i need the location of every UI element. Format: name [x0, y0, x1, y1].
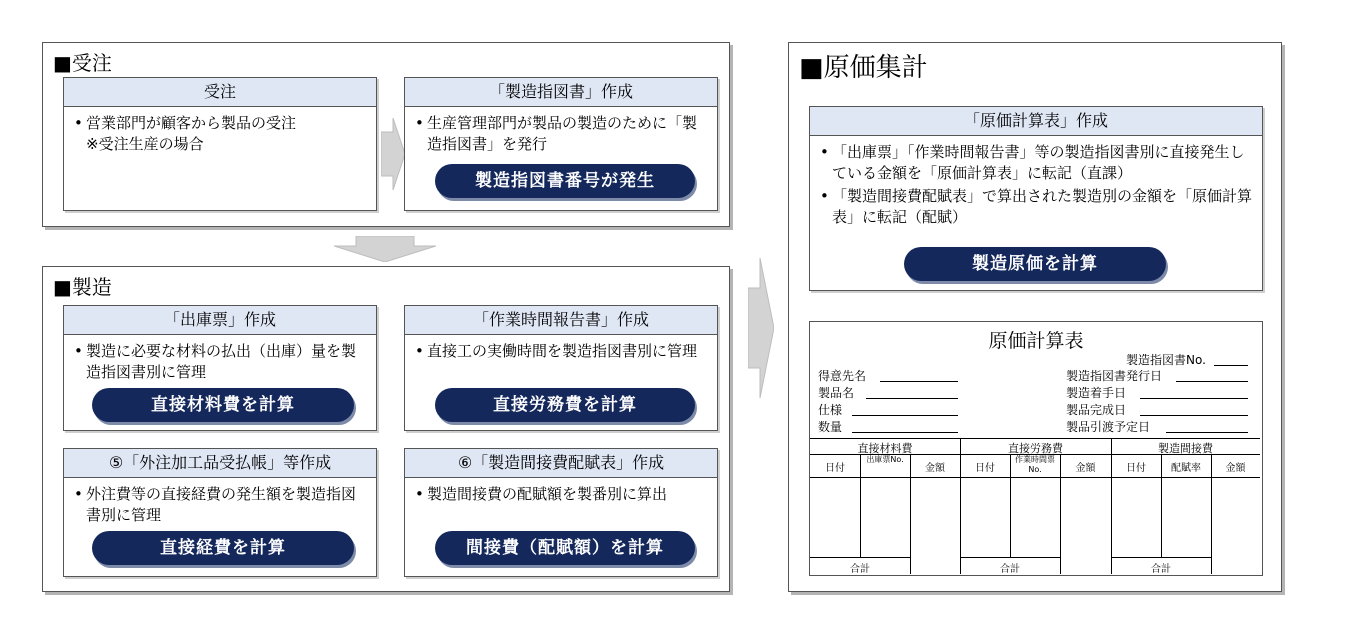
button-order-number[interactable]: 製造指図書番号が発生 [435, 164, 695, 198]
field-issue-date: 製造指図書発行日 [1066, 369, 1163, 383]
underline [1214, 365, 1248, 366]
button-direct-labor[interactable]: 直接労務費を計算 [435, 388, 695, 422]
bullet-item: • 製造間接費の配賦額を製番別に算出 [415, 485, 668, 503]
field-delivery-date: 製品引渡予定日 [1066, 420, 1151, 434]
total-label: 合計 [1000, 564, 1020, 575]
underline [880, 381, 958, 382]
group-direct-material: 直接材料費 [857, 442, 913, 455]
underline [866, 398, 958, 399]
order-no-label: 製造指図書No. [1126, 353, 1206, 367]
underline [1140, 415, 1248, 416]
button-manufacturing-cost[interactable]: 製造原価を計算 [904, 247, 1166, 281]
card-production-order [404, 77, 718, 211]
underline [852, 432, 958, 433]
arrow-down-icon [334, 236, 436, 262]
bullet-item: • 製造に必要な材料の払出（出庫）量を製造指図書別に管理 [74, 342, 357, 381]
button-overhead[interactable]: 間接費（配賦額）を計算 [435, 531, 695, 565]
field-customer: 得意先名 [818, 369, 867, 383]
card-header: ⑥「製造間接費配賦表」作成 [405, 449, 717, 478]
button-direct-expense[interactable]: 直接経費を計算 [92, 531, 354, 565]
bullet-item: • 「出庫票」「作業時間報告書」等の製造指図書別に直接発生している金額を「原価計算表」に転記（直課） [820, 143, 1245, 182]
col-rate: 配賦率 [1171, 463, 1201, 474]
underline [1140, 398, 1248, 399]
col-date: 日付 [1126, 463, 1146, 474]
manufacture-panel-title: ■製造 [53, 275, 112, 299]
cost-table [810, 438, 1260, 574]
underline [1166, 432, 1248, 433]
field-quantity: 数量 [818, 420, 843, 434]
bullet-item: • 「製造間接費配賦表」で算出された製造別の金額を「原価計算表」に転記（配賦） [820, 187, 1253, 226]
field-product: 製品名 [818, 386, 855, 400]
card-cost-sheet [809, 106, 1263, 291]
button-direct-material[interactable]: 直接材料費を計算 [92, 388, 354, 422]
total-label: 合計 [850, 564, 870, 575]
underline [1176, 381, 1248, 382]
col-time-slip-no: 作業時間票No. [1015, 455, 1055, 474]
card-order-receive [63, 77, 377, 211]
card-outsourcing-ledger [63, 448, 377, 577]
arrow-right-large-icon [748, 258, 774, 398]
col-slip-no: 出庫票No. [866, 455, 904, 464]
col-amount: 金額 [1225, 463, 1246, 474]
col-amount: 金額 [925, 463, 945, 474]
card-header: 「製造指図書」作成 [405, 78, 717, 107]
group-direct-labor: 直接労務費 [1008, 442, 1063, 455]
col-date: 日付 [975, 463, 995, 474]
card-header: 「作業時間報告書」作成 [405, 306, 717, 335]
card-work-report [404, 305, 718, 431]
field-complete-date: 製品完成日 [1066, 403, 1127, 417]
order-panel [42, 42, 730, 227]
order-panel-title: ■受注 [53, 51, 112, 75]
bullet-item: • 営業部門が顧客から製品の受注 [74, 114, 297, 132]
field-start-date: 製造着手日 [1066, 386, 1127, 400]
bullet-item: • 生産管理部門が製品の製造のために「製造指図書」を発行 [415, 114, 698, 153]
card-header: 「原価計算表」作成 [810, 107, 1262, 136]
total-label: 合計 [1151, 564, 1171, 575]
card-header: ⑤「外注加工品受払帳」等作成 [64, 449, 376, 478]
col-date: 日付 [825, 463, 845, 474]
bullet-item: • 直接工の実働時間を製造指図書別に管理 [415, 342, 698, 360]
field-spec: 仕様 [818, 403, 843, 417]
arrow-right-icon [381, 118, 405, 190]
costing-panel-title: ■原価集計 [799, 53, 928, 83]
card-header: 受注 [64, 78, 376, 107]
manufacture-panel [42, 266, 730, 592]
cost-sheet-form [809, 321, 1263, 576]
costing-panel [788, 42, 1282, 592]
underline [852, 415, 958, 416]
col-amount: 金額 [1075, 463, 1096, 474]
bullet-item: • 外注費等の直接経費の発生額を製造指図書別に管理 [74, 485, 357, 524]
card-overhead-allocation [404, 448, 718, 577]
form-title: 原価計算表 [988, 330, 1084, 352]
card-header: 「出庫票」作成 [64, 306, 376, 335]
group-overhead: 製造間接費 [1158, 442, 1213, 455]
note-item: ※受注生産の場合 [86, 135, 204, 153]
card-issue-slip [63, 305, 377, 431]
